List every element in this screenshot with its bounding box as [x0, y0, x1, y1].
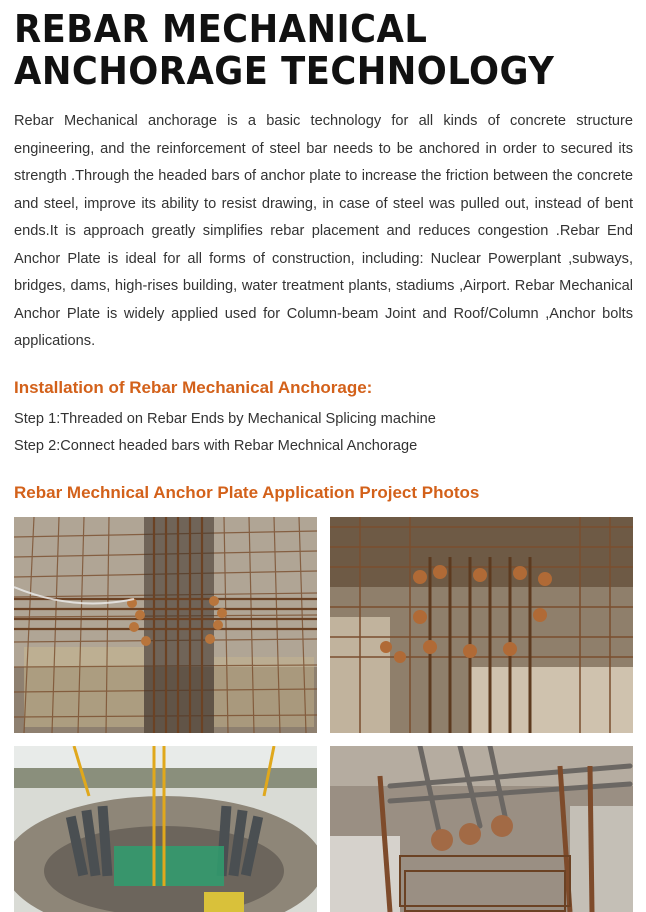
project-photo-rebar-grid	[14, 517, 317, 733]
installation-step-2: Step 2:Connect headed bars with Rebar Mechnical Anchorage	[14, 438, 418, 454]
column-closeup-photo-icon	[330, 746, 633, 912]
installation-heading: Installation of Rebar Mechanical Anchorage:	[14, 378, 373, 397]
page-title: REBAR MECHANICAL ANCHORAGE TECHNOLOGY	[14, 7, 555, 93]
project-photo-anchor-heads	[330, 517, 633, 733]
anchor-heads-photo-icon	[330, 517, 633, 733]
rebar-grid-photo-icon	[14, 517, 317, 733]
construction-site-photo-icon	[14, 746, 317, 912]
project-photo-construction-site	[14, 746, 317, 912]
photos-heading: Rebar Mechnical Anchor Plate Application Project Photos	[14, 483, 480, 502]
installation-step-1: Step 1:Threaded on Rebar Ends by Mechanical Splicing machine	[14, 411, 436, 427]
intro-paragraph: Rebar Mechanical anchorage is a basic technology for all kinds of concrete structure engineering, and the reinforcement of steel bar needs to be anchored in order to secured its strength .Through the headed bars of anchor plate to increase the friction between the concrete and steel, improve its ability to resist drawing, in case of steel was pulled out, instead of bent ends.It is approach greatly simplifies rebar placement and reduces congestion .Rebar End Anchor Plate is ideal for all forms of construction, including: Nuclear Powerplant ,subways, bridges, dams, high-rises building, water treatment plants, stadiums ,Airport. Rebar Mechanical Anchor Plate is widely applied used for Column-beam Joint and Roof/Column ,Anchor bolts applications.	[14, 113, 633, 349]
project-photo-column-closeup	[330, 746, 633, 912]
